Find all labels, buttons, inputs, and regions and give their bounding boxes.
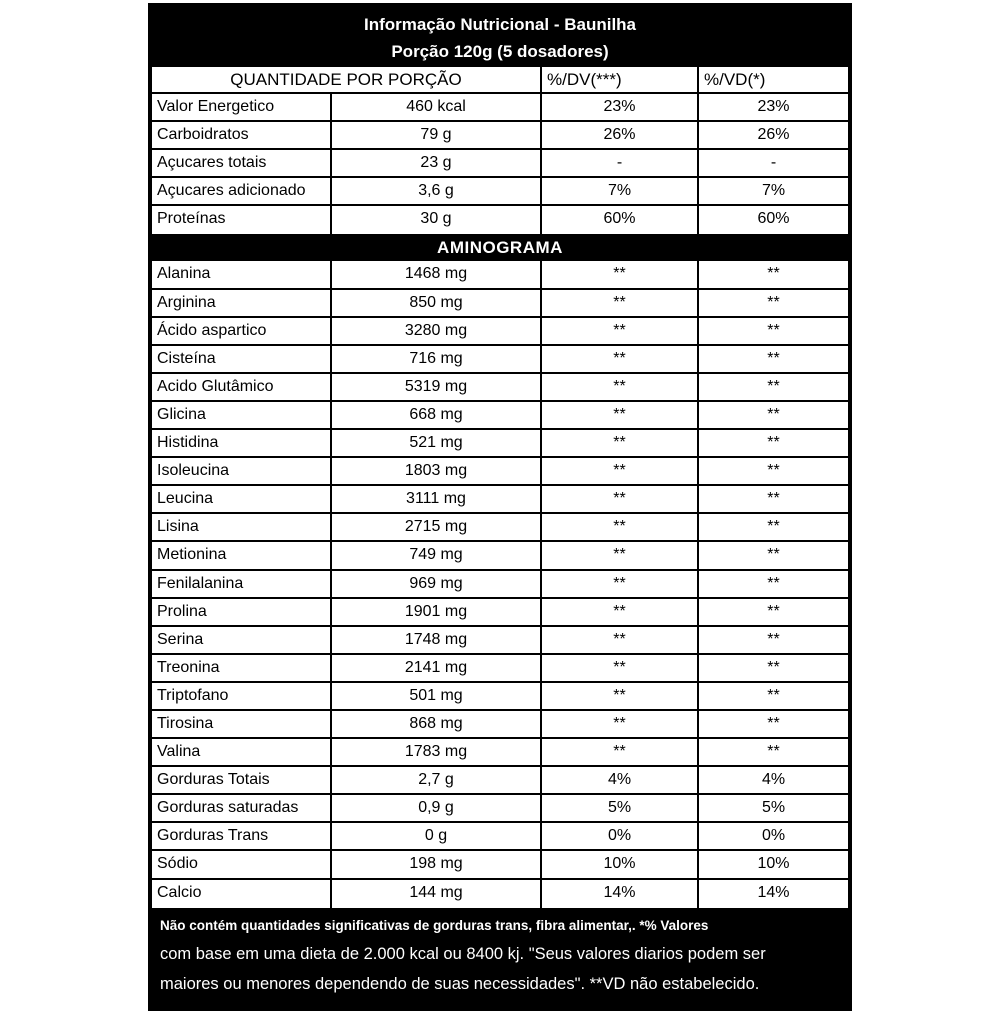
nutrient-dv: 4% <box>540 767 697 793</box>
nutrient-amount: 144 mg <box>330 880 540 908</box>
table-row <box>152 683 848 711</box>
amino-vd: ** <box>697 318 848 344</box>
amino-name: Tirosina <box>157 714 214 732</box>
footnote-band <box>152 908 848 1007</box>
nutrient-vd: 14% <box>697 880 848 908</box>
table-row <box>152 542 848 570</box>
table-row <box>152 655 848 683</box>
footnote-line: Não contém quantidades significativas de gorduras trans, fibra alimentar,. *% Valores <box>160 917 709 933</box>
amino-dv: ** <box>540 486 697 512</box>
nutrient-name: Carboidratos <box>157 126 249 144</box>
table-row <box>152 458 848 486</box>
amino-amount: 521 mg <box>330 430 540 456</box>
nutrient-dv: 7% <box>540 178 697 204</box>
amino-dv: ** <box>540 599 697 625</box>
table-row <box>152 430 848 458</box>
nutrient-name: Gorduras saturadas <box>157 799 299 817</box>
table-row <box>152 206 848 234</box>
table-row <box>152 795 848 823</box>
amino-name: Lisina <box>157 518 199 536</box>
table-row <box>152 374 848 402</box>
amino-vd: ** <box>697 542 848 568</box>
nutrient-amount: 23 g <box>330 150 540 176</box>
table-row <box>152 767 848 795</box>
nutrient-vd: 60% <box>697 206 848 234</box>
amino-dv: ** <box>540 290 697 316</box>
amino-amount: 716 mg <box>330 346 540 372</box>
amino-dv: ** <box>540 458 697 484</box>
serving-size: Porção 120g (5 dosadores) <box>391 42 609 61</box>
amino-dv: ** <box>540 514 697 540</box>
nutrient-amount: 0,9 g <box>330 795 540 821</box>
table-row <box>152 94 848 122</box>
amino-amount: 3280 mg <box>330 318 540 344</box>
amino-amount: 1783 mg <box>330 739 540 765</box>
column-header-dv: %/DV(***) <box>540 67 697 92</box>
nutrient-vd: 5% <box>697 795 848 821</box>
table-row <box>152 627 848 655</box>
amino-vd: ** <box>697 655 848 681</box>
nutrient-vd: 23% <box>697 94 848 120</box>
amino-dv: ** <box>540 571 697 597</box>
amino-name: Triptofano <box>157 686 229 704</box>
amino-vd: ** <box>697 739 848 765</box>
amino-vd: ** <box>697 486 848 512</box>
amino-amount: 868 mg <box>330 711 540 737</box>
nutrient-name: Gorduras Totais <box>157 771 270 789</box>
amino-amount: 2715 mg <box>330 514 540 540</box>
column-header-row <box>152 67 848 94</box>
amino-dv: ** <box>540 627 697 653</box>
amino-name: Serina <box>157 630 204 648</box>
amino-name: Fenilalanina <box>157 574 244 592</box>
amino-vd: ** <box>697 514 848 540</box>
amino-vd: ** <box>697 261 848 287</box>
amino-name: Isoleucina <box>157 462 230 480</box>
amino-vd: ** <box>697 599 848 625</box>
page-title: Informação Nutricional - Baunilha <box>363 15 637 34</box>
amino-dv: ** <box>540 542 697 568</box>
column-header-quantity: QUANTIDADE POR PORÇÃO <box>230 70 462 89</box>
amino-name: Glicina <box>157 405 206 423</box>
table-row <box>152 402 848 430</box>
amino-vd: ** <box>697 402 848 428</box>
amino-dv: ** <box>540 683 697 709</box>
amino-amount: 5319 mg <box>330 374 540 400</box>
amino-name: Valina <box>157 743 201 761</box>
nutrient-amount: 2,7 g <box>330 767 540 793</box>
table-row <box>152 880 848 908</box>
amino-dv: ** <box>540 655 697 681</box>
nutrient-amount: 460 kcal <box>330 94 540 120</box>
nutrient-dv: 26% <box>540 122 697 148</box>
amino-amount: 1901 mg <box>330 599 540 625</box>
amino-dv: ** <box>540 374 697 400</box>
amino-amount: 2141 mg <box>330 655 540 681</box>
table-row <box>152 122 848 150</box>
amino-amount: 969 mg <box>330 571 540 597</box>
table-row <box>152 290 848 318</box>
amino-dv: ** <box>540 261 697 287</box>
amino-dv: ** <box>540 711 697 737</box>
amino-amount: 668 mg <box>330 402 540 428</box>
table-row <box>152 261 848 289</box>
nutrient-vd: 10% <box>697 851 848 877</box>
nutrient-amount: 79 g <box>330 122 540 148</box>
amino-dv: ** <box>540 318 697 344</box>
nutrition-facts-table <box>148 3 852 1011</box>
footnote-line: maiores ou menores dependendo de suas necessidades". **VD não estabelecido. <box>160 974 760 993</box>
amino-name: Treonina <box>157 658 220 676</box>
amino-vd: ** <box>697 711 848 737</box>
amino-vd: ** <box>697 627 848 653</box>
aminogram-section-header: AMINOGRAMA <box>152 234 848 261</box>
nutrient-vd: 4% <box>697 767 848 793</box>
amino-name: Ácido aspartico <box>157 321 267 339</box>
nutrient-amount: 3,6 g <box>330 178 540 204</box>
footnote-line: com base em uma dieta de 2.000 kcal ou 8400 kj. "Seus valores diarios podem ser <box>160 944 766 963</box>
table-row <box>152 711 848 739</box>
nutrient-dv: 0% <box>540 823 697 849</box>
nutrient-dv: - <box>540 150 697 176</box>
amino-vd: ** <box>697 430 848 456</box>
nutrient-vd: 0% <box>697 823 848 849</box>
table-row <box>152 346 848 374</box>
nutrient-amount: 0 g <box>330 823 540 849</box>
amino-vd: ** <box>697 346 848 372</box>
amino-dv: ** <box>540 739 697 765</box>
amino-name: Acido Glutâmico <box>157 377 274 395</box>
amino-vd: ** <box>697 458 848 484</box>
nutrient-name: Açucares adicionado <box>157 182 306 200</box>
amino-name: Alanina <box>157 265 211 283</box>
amino-amount: 1803 mg <box>330 458 540 484</box>
amino-dv: ** <box>540 346 697 372</box>
nutrient-amount: 30 g <box>330 206 540 234</box>
table-row <box>152 150 848 178</box>
column-header-vd: %/VD(*) <box>697 67 848 92</box>
nutrient-name: Sódio <box>157 855 198 873</box>
nutrient-name: Calcio <box>157 883 202 901</box>
nutrient-vd: 26% <box>697 122 848 148</box>
table-row <box>152 318 848 346</box>
nutrient-dv: 5% <box>540 795 697 821</box>
amino-amount: 3111 mg <box>330 486 540 512</box>
nutrient-dv: 60% <box>540 206 697 234</box>
nutrient-name: Proteínas <box>157 210 226 228</box>
amino-amount: 501 mg <box>330 683 540 709</box>
table-row <box>152 571 848 599</box>
table-row <box>152 851 848 879</box>
amino-name: Cisteína <box>157 349 216 367</box>
amino-name: Prolina <box>157 602 207 620</box>
nutrient-name: Açucares totais <box>157 154 267 172</box>
amino-dv: ** <box>540 402 697 428</box>
amino-vd: ** <box>697 374 848 400</box>
amino-name: Metionina <box>157 546 227 564</box>
amino-name: Histidina <box>157 434 219 452</box>
amino-vd: ** <box>697 683 848 709</box>
amino-amount: 1748 mg <box>330 627 540 653</box>
table-row <box>152 739 848 767</box>
amino-name: Arginina <box>157 293 216 311</box>
amino-dv: ** <box>540 430 697 456</box>
title-band <box>152 7 848 67</box>
nutrient-vd: - <box>697 150 848 176</box>
nutrient-name: Gorduras Trans <box>157 827 269 845</box>
nutrient-dv: 14% <box>540 880 697 908</box>
table-row <box>152 486 848 514</box>
amino-vd: ** <box>697 290 848 316</box>
nutrient-name: Valor Energetico <box>157 98 275 115</box>
nutrient-vd: 7% <box>697 178 848 204</box>
nutrient-dv: 23% <box>540 94 697 120</box>
table-row <box>152 599 848 627</box>
amino-vd: ** <box>697 571 848 597</box>
nutrient-amount: 198 mg <box>330 851 540 877</box>
table-row <box>152 823 848 851</box>
amino-amount: 1468 mg <box>330 261 540 287</box>
table-row <box>152 178 848 206</box>
amino-amount: 749 mg <box>330 542 540 568</box>
table-row <box>152 514 848 542</box>
nutrient-dv: 10% <box>540 851 697 877</box>
amino-name: Leucina <box>157 490 214 508</box>
amino-amount: 850 mg <box>330 290 540 316</box>
